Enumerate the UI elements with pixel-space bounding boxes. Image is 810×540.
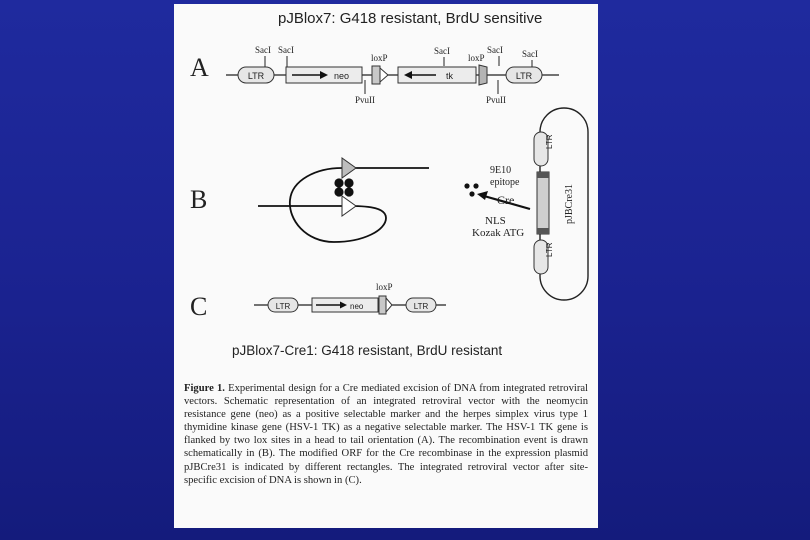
cre-orf-tag: [537, 172, 549, 178]
cre-small-dot-1: [464, 183, 469, 188]
cre-dot-2: [344, 178, 353, 187]
saci-label-2: SacI: [278, 45, 294, 55]
cre-lox-diagram: [174, 4, 598, 344]
c-loxp-label: loxP: [376, 282, 393, 292]
loxp-label-2: loxP: [468, 53, 485, 63]
cre-small-dot-3: [469, 191, 474, 196]
cre-orf-bar: [537, 172, 549, 234]
c-loxp-box: [379, 296, 386, 314]
c-ltr-right-label: LTR: [413, 302, 429, 311]
plasmid-name-label: pJBCre31: [564, 184, 575, 224]
c-neo-label: neo: [350, 302, 364, 311]
panel-b: [190, 108, 588, 300]
loxp-1-triangle: [380, 68, 388, 82]
saci-label-1: SacI: [255, 45, 271, 55]
figure-sheet: [174, 4, 598, 528]
neo-label: neo: [334, 71, 350, 81]
pvuii-label-1: PvuII: [355, 95, 375, 105]
tk-label: tk: [446, 71, 454, 81]
ltr-left-label: LTR: [247, 71, 265, 81]
figure-caption: [184, 382, 588, 487]
caption-label: Figure 1.: [184, 383, 225, 394]
cre-dot-1: [334, 178, 343, 187]
saci-label-5: SacI: [522, 49, 538, 59]
figure-title-bottom: pJBlox7-Cre1: G418 resistant, BrdU resistant: [232, 343, 503, 358]
figure-title-top: pJBlox7: G418 resistant, BrdU sensitive: [278, 10, 543, 27]
plasmid-ltr-top-label: LTR: [545, 134, 554, 149]
loxp-1-box: [372, 66, 380, 84]
cre-arrow-head: [477, 191, 488, 200]
pvuii-label-2: PvuII: [486, 95, 506, 105]
panel-a-letter: A: [190, 53, 209, 82]
saci-label-4: SacI: [487, 45, 503, 55]
ltr-right-label: LTR: [515, 71, 533, 81]
loxp-b-bottom: [342, 196, 356, 216]
nls-label: NLS: [485, 215, 506, 227]
cre-dot-4: [344, 187, 353, 196]
loxp-2-shape: [479, 65, 487, 85]
epitope-label-1: 9E10: [490, 165, 512, 176]
cre-dot-3: [334, 187, 343, 196]
cre-label: Cre: [497, 193, 515, 207]
kozak-label: Kozak ATG: [472, 227, 525, 239]
panel-b-letter: B: [190, 185, 208, 214]
caption-text: Experimental design for a Cre mediated excision of DNA from integrated retroviral vectors. Schematic representation of an integrated retroviral vector with the neomycin resistance gene (neo) as a positive selectable marker and the herpes simplex virus type 1 thymidine kinase gene (HSV-1 TK) as a negative selectable marker. The HSV-1 TK gene is flanked by two lox sites in a head to tail orientation (A). The recombination event is drawn schematically in (B). The modified ORF for the Cre recombinase in the expression plasmid pJBCre31 is indicated by different rectangles. The integrated retroviral vector after site-specific excision of DNA is shown in (C).: [184, 383, 588, 486]
c-ltr-left-label: LTR: [275, 302, 291, 311]
loxp-label-1: loxP: [371, 53, 388, 63]
epitope-label-2: epitope: [490, 177, 520, 188]
panel-c: [190, 282, 446, 321]
saci-label-3: SacI: [434, 46, 450, 56]
plasmid-ltr-bottom-label: LTR: [545, 242, 554, 257]
panel-c-letter: C: [190, 292, 208, 321]
c-loxp-triangle: [386, 298, 392, 312]
cre-small-dot-2: [473, 183, 478, 188]
cre-orf-nls: [537, 228, 549, 234]
panel-a: [190, 45, 559, 105]
loxp-b-top: [342, 158, 356, 178]
